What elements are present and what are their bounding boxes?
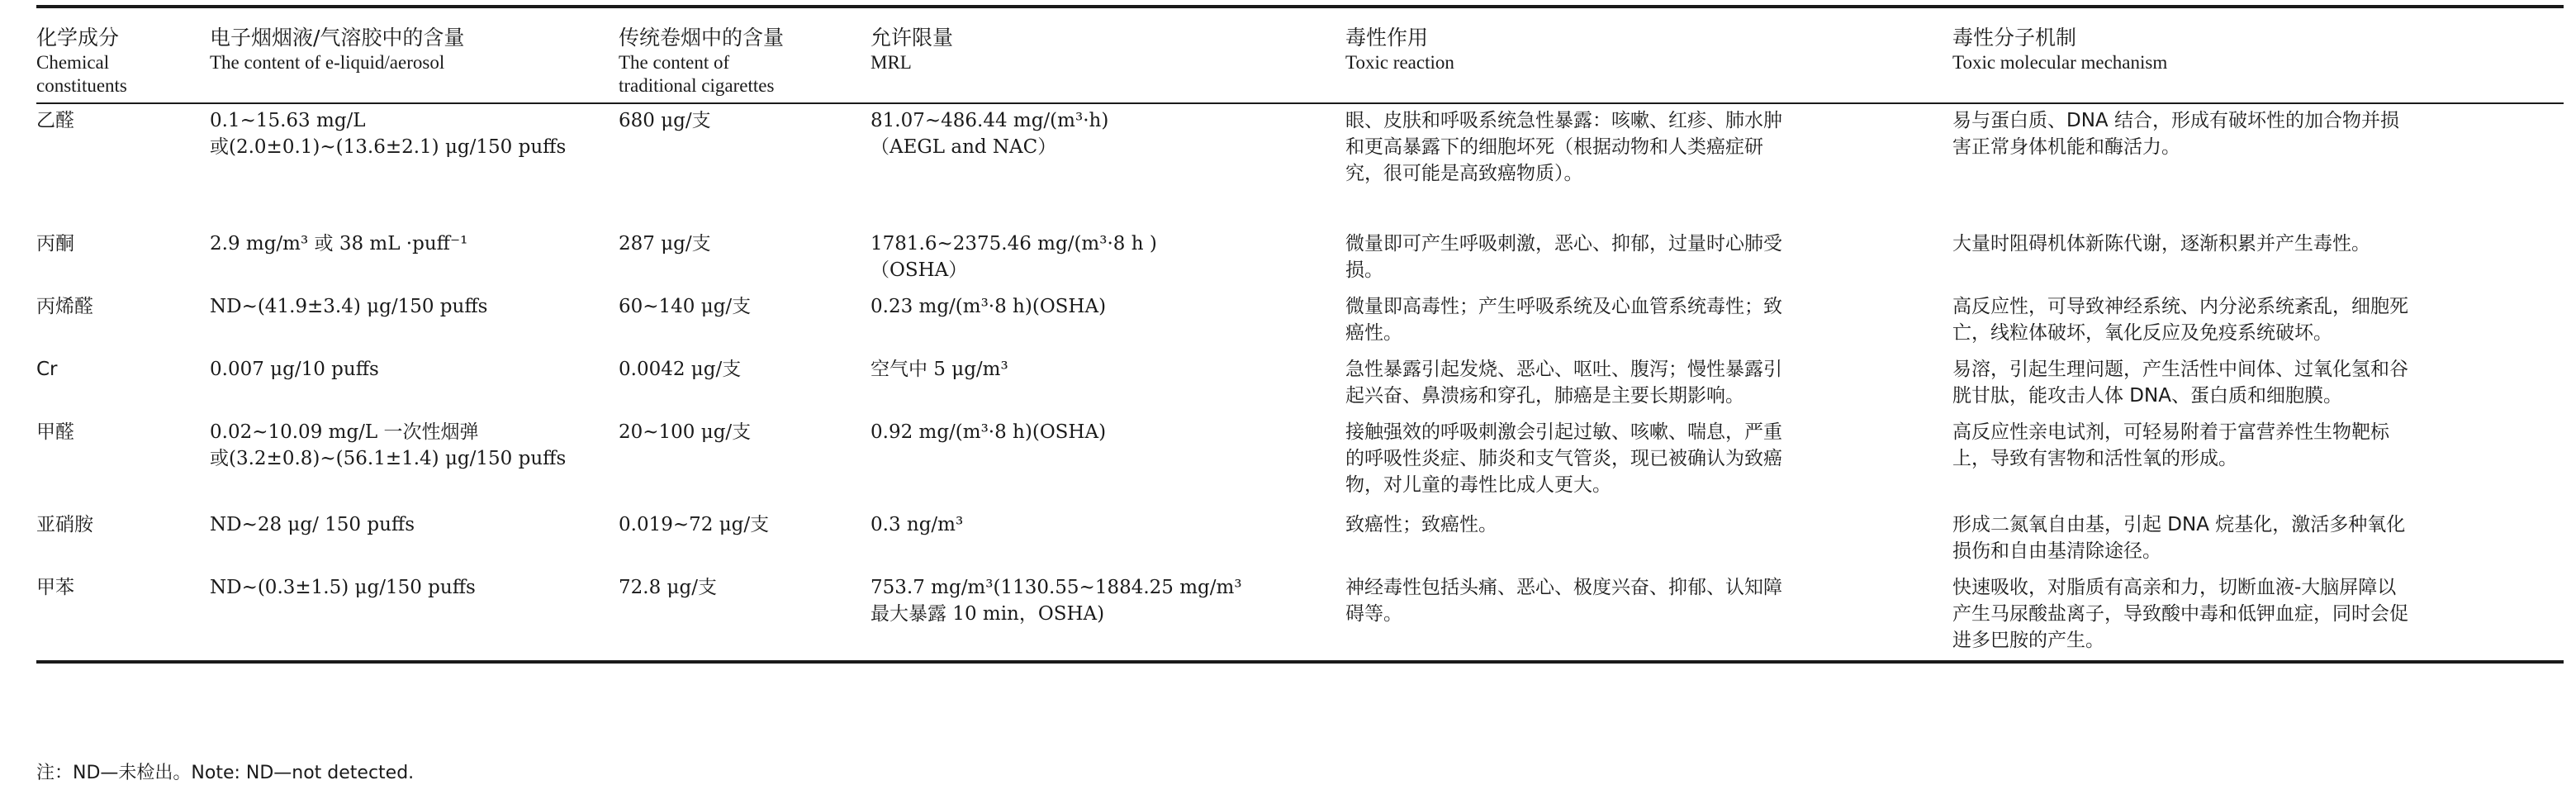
cell-toxic-reaction — [1345, 353, 1952, 416]
cell-toxic-mechanism — [1952, 227, 2564, 290]
header-zh: 允许限量 — [871, 26, 954, 50]
header-eliquid-content — [210, 7, 619, 103]
cell-line: 0.3 ng/m³ — [871, 514, 964, 535]
cell-line: 损伤和自由基清除途径。 — [1952, 540, 2161, 562]
header-row — [36, 7, 2564, 103]
cell-mrl — [871, 290, 1345, 353]
cell-mrl — [871, 571, 1345, 662]
cell-cigarette-content: 20~100 μg/支 — [619, 421, 752, 443]
cell-cigarette-content: 287 μg/支 — [619, 233, 711, 255]
cell-cigarette-content: 680 μg/支 — [619, 110, 711, 131]
cell-line: 空气中 5 μg/m³ — [871, 359, 1008, 380]
header-zh: 毒性分子机制 — [1952, 26, 2077, 50]
cell-line: 快速吸收，对脂质有高亲和力，切断血液-大脑屏障以 — [1952, 577, 2397, 598]
header-en: MRL — [871, 52, 912, 73]
cell-line: 易与蛋白质、DNA 结合，形成有破坏性的加合物并损 — [1952, 110, 2399, 131]
cell-line: 0.1~15.63 mg/L — [210, 110, 366, 131]
header-zh: 电子烟烟液/气溶胶中的含量 — [210, 26, 465, 50]
cell-cigarette-content: 0.0042 μg/支 — [619, 359, 742, 380]
table-row — [36, 103, 2564, 227]
cell-line: 胱甘肽，能攻击人体 DNA、蛋白质和细胞膜。 — [1952, 385, 2342, 407]
header-toxic-mechanism — [1952, 7, 2564, 103]
cell-line: 高反应性，可导致神经系统、内分泌系统紊乱，细胞死 — [1952, 296, 2408, 317]
cell-line: 0.92 mg/(m³·8 h)(OSHA) — [871, 421, 1107, 443]
header-en: Toxic molecular mechanism — [1952, 52, 2168, 73]
cell-cigarette-content: 72.8 μg/支 — [619, 577, 717, 598]
header-cigarette-content — [619, 7, 871, 103]
cell-mrl — [871, 508, 1345, 571]
cell-line: 损。 — [1345, 259, 1383, 281]
cell-eliquid-content — [210, 416, 619, 508]
cell-line: 碍等。 — [1345, 603, 1402, 625]
header-en: constituents — [36, 75, 127, 96]
cell-toxic-reaction — [1345, 416, 1952, 508]
cell-toxic-mechanism — [1952, 571, 2564, 662]
cell-chemical-name: 丙烯醛 — [36, 296, 93, 317]
cell-line: 产生马尿酸盐离子，导致酸中毒和低钾血症，同时会促 — [1952, 603, 2408, 625]
table-row — [36, 290, 2564, 353]
header-en: Chemical — [36, 52, 110, 73]
table-row — [36, 353, 2564, 416]
cell-line: 进多巴胺的产生。 — [1952, 630, 2104, 651]
cell-line: 致癌性；致癌性。 — [1345, 514, 1497, 535]
header-toxic-reaction — [1345, 7, 1952, 103]
cell-chemical-name: 甲苯 — [36, 577, 74, 598]
cell-chemical-name: 乙醛 — [36, 110, 74, 131]
header-en: The content of e-liquid/aerosol — [210, 52, 445, 73]
cell-line: 接触强效的呼吸刺激会引起过敏、咳嗽、喘息，严重 — [1345, 421, 1782, 443]
cell-mrl — [871, 416, 1345, 508]
cell-line: 上，导致有害物和活性氧的形成。 — [1952, 448, 2237, 469]
cell-toxic-mechanism — [1952, 508, 2564, 571]
cell-line: 0.23 mg/(m³·8 h)(OSHA) — [871, 296, 1107, 317]
cell-line: 1781.6~2375.46 mg/(m³·8 h ) — [871, 233, 1157, 255]
cell-eliquid-content — [210, 103, 619, 227]
cell-chemical-name: 丙酮 — [36, 233, 74, 255]
cell-line: （OSHA） — [871, 259, 968, 281]
cell-line: 和更高暴露下的细胞坏死（根据动物和人类癌症研 — [1345, 136, 1763, 158]
cell-chemical-name: 亚硝胺 — [36, 514, 93, 535]
cell-line: 或(3.2±0.8)~(56.1±1.4) μg/150 puffs — [210, 448, 567, 469]
header-zh: 毒性作用 — [1345, 26, 1429, 50]
cell-line: 易溶，引起生理问题，产生活性中间体、过氧化氢和谷 — [1952, 359, 2408, 380]
cell-line: ND~(0.3±1.5) μg/150 puffs — [210, 577, 476, 598]
cell-line: 微量即可产生呼吸刺激，恶心、抑郁，过量时心肺受 — [1345, 233, 1782, 255]
cell-line: 高反应性亲电试剂，可轻易附着于富营养性生物靶标 — [1952, 421, 2389, 443]
cell-line: 微量即高毒性；产生呼吸系统及心血管系统毒性；致 — [1345, 296, 1782, 317]
table-row — [36, 508, 2564, 571]
cell-toxic-mechanism — [1952, 353, 2564, 416]
table-row — [36, 571, 2564, 662]
cell-line: 2.9 mg/m³ 或 38 mL ·puff⁻¹ — [210, 233, 468, 255]
header-mrl — [871, 7, 1345, 103]
cell-line: 眼、皮肤和呼吸系统急性暴露：咳嗽、红疹、肺水肿 — [1345, 110, 1782, 131]
cell-toxic-reaction — [1345, 227, 1952, 290]
cell-line: 癌性。 — [1345, 322, 1402, 344]
cell-line: ND~(41.9±3.4) μg/150 puffs — [210, 296, 488, 317]
cell-line: 究，很可能是高致癌物质）。 — [1345, 163, 1583, 184]
cell-line: 81.07~486.44 mg/(m³·h) — [871, 110, 1109, 131]
table-body — [36, 103, 2564, 662]
cell-line: 大量时阻碍机体新陈代谢，逐渐积累并产生毒性。 — [1952, 233, 2370, 255]
cell-mrl — [871, 103, 1345, 227]
header-en: traditional cigarettes — [619, 75, 775, 96]
cell-line: 或(2.0±0.1)~(13.6±2.1) μg/150 puffs — [210, 136, 567, 158]
cell-line: 最大暴露 10 min，OSHA) — [871, 603, 1105, 625]
header-en: Toxic reaction — [1345, 52, 1454, 73]
cell-toxic-mechanism — [1952, 416, 2564, 508]
cell-chemical-name: Cr — [36, 359, 58, 380]
cell-toxic-reaction — [1345, 571, 1952, 662]
cell-line: （AEGL and NAC） — [871, 136, 1057, 158]
cell-line: 0.02~10.09 mg/L 一次性烟弹 — [210, 421, 479, 443]
cell-line: 753.7 mg/m³(1130.55~1884.25 mg/m³ — [871, 577, 1242, 598]
cell-line: 神经毒性包括头痛、恶心、极度兴奋、抑郁、认知障 — [1345, 577, 1782, 598]
header-en: The content of — [619, 52, 730, 73]
cell-line: 形成二氮氧自由基，引起 DNA 烷基化，激活多种氧化 — [1952, 514, 2406, 535]
cell-cigarette-content: 0.019~72 μg/支 — [619, 514, 770, 535]
cell-line: 起兴奋、鼻溃疡和穿孔，肺癌是主要长期影响。 — [1345, 385, 1744, 407]
cell-toxic-reaction — [1345, 103, 1952, 227]
cell-line: 的呼吸性炎症、肺炎和支气管炎，现已被确认为致癌 — [1345, 448, 1782, 469]
table-row — [36, 227, 2564, 290]
cell-toxic-reaction — [1345, 290, 1952, 353]
cell-line: 物，对儿童的毒性比成人更大。 — [1345, 474, 1611, 496]
cell-toxic-mechanism — [1952, 103, 2564, 227]
cell-eliquid-content — [210, 508, 619, 571]
cell-toxic-reaction — [1345, 508, 1952, 571]
cell-line: ND~28 μg/ 150 puffs — [210, 514, 415, 535]
cell-eliquid-content — [210, 353, 619, 416]
table-row — [36, 416, 2564, 508]
cell-eliquid-content — [210, 290, 619, 353]
header-zh: 化学成分 — [36, 26, 120, 50]
cell-line: 0.007 μg/10 puffs — [210, 359, 379, 380]
cell-line: 急性暴露引起发烧、恶心、呕吐、腹泻；慢性暴露引 — [1345, 359, 1782, 380]
header-chemical-constituents — [36, 7, 210, 103]
toxicity-table — [36, 5, 2564, 664]
cell-chemical-name: 甲醛 — [36, 421, 74, 443]
cell-eliquid-content — [210, 571, 619, 662]
header-zh: 传统卷烟中的含量 — [619, 26, 785, 50]
cell-mrl — [871, 353, 1345, 416]
cell-cigarette-content: 60~140 μg/支 — [619, 296, 752, 317]
cell-toxic-mechanism — [1952, 290, 2564, 353]
cell-line: 亡，线粒体破坏，氧化反应及免疫系统破坏。 — [1952, 322, 2332, 344]
cell-mrl — [871, 227, 1345, 290]
cell-line: 害正常身体机能和酶活力。 — [1952, 136, 2180, 158]
cell-eliquid-content — [210, 227, 619, 290]
table-note: 注：ND—未检出。Note: ND—not detected. — [36, 763, 415, 783]
